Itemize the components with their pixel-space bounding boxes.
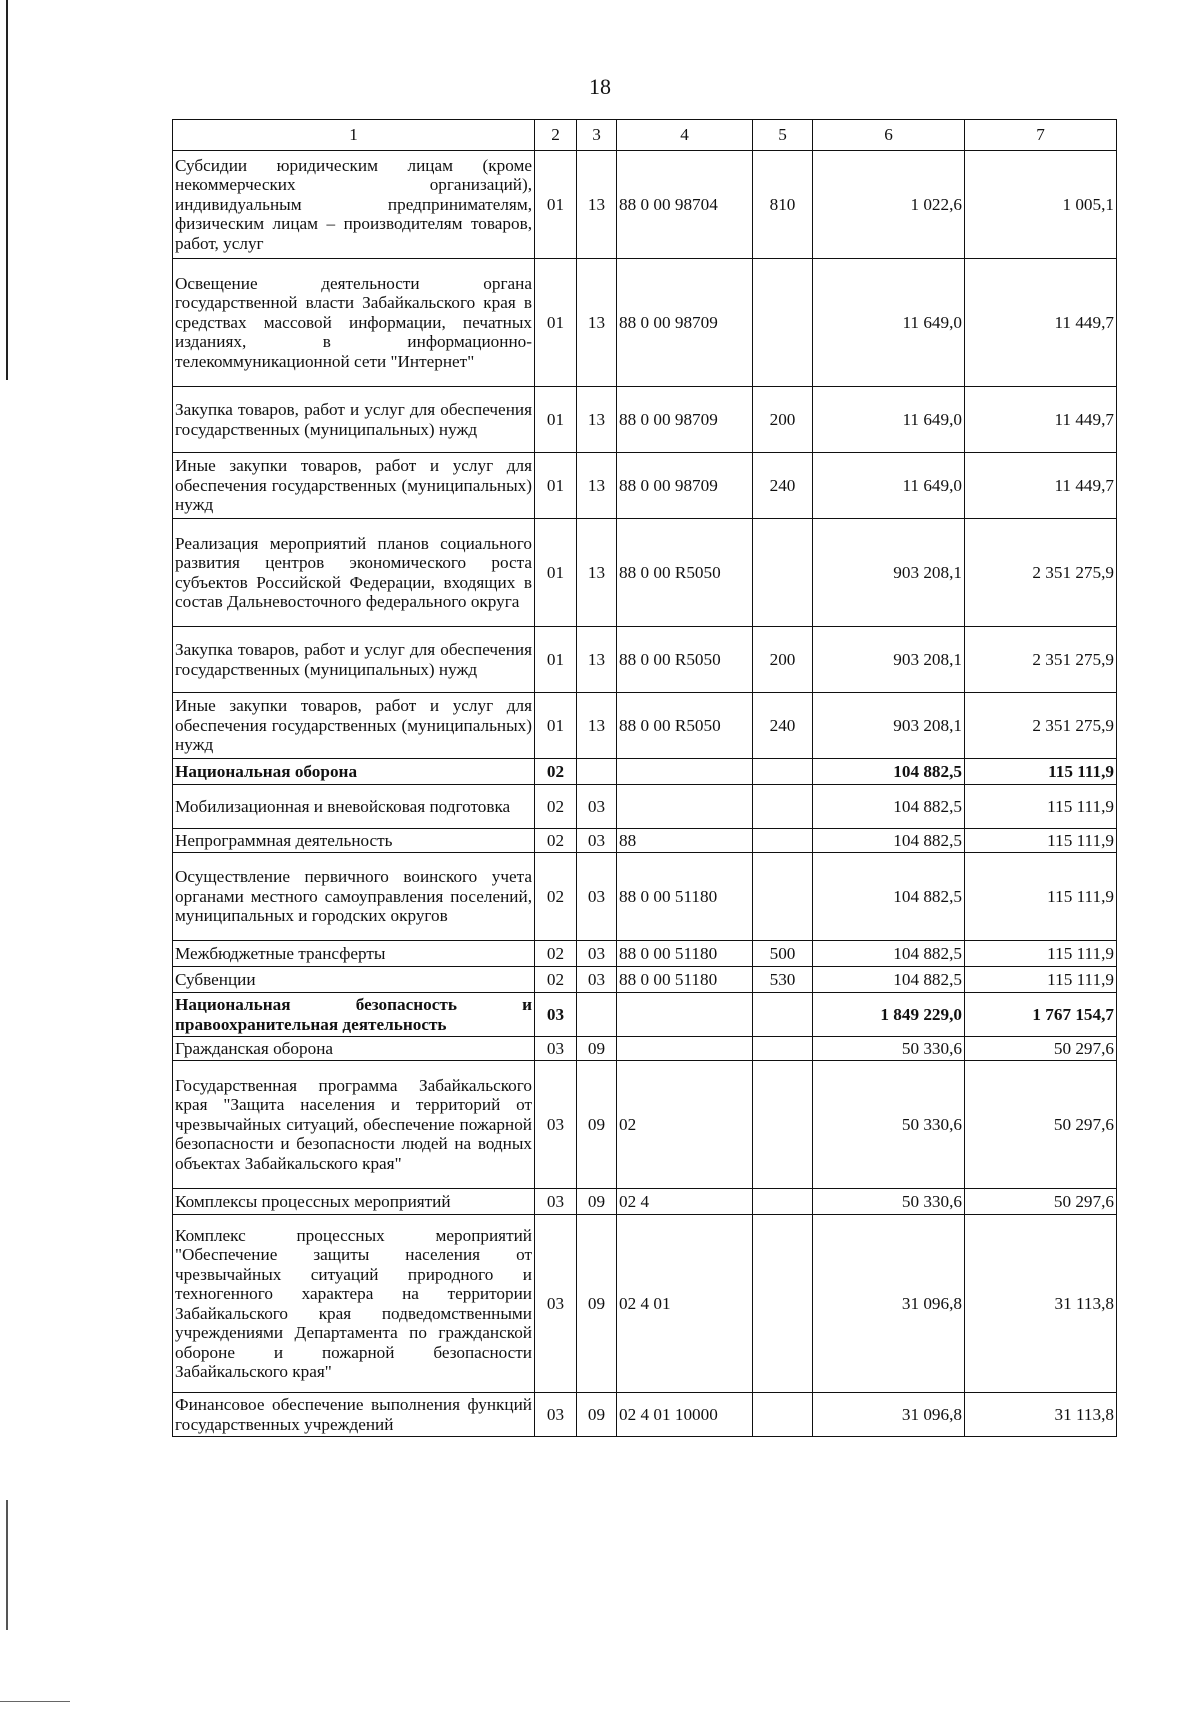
- amount-year-1-cell: 104 882,5: [813, 941, 965, 967]
- amount-year-1-cell: 31 096,8: [813, 1393, 965, 1437]
- target-article-cell: [617, 785, 753, 829]
- target-article-cell: 88 0 00 R5050: [617, 693, 753, 759]
- amount-year-1-cell: 31 096,8: [813, 1215, 965, 1393]
- amount-year-2-cell: 31 113,8: [965, 1393, 1117, 1437]
- subsection-code-cell: 09: [577, 1037, 617, 1061]
- column-header: 3: [577, 120, 617, 151]
- expense-type-cell: [753, 259, 813, 387]
- row-name-cell: Комплекс процессных мероприятий "Обеспечение защиты населения от чрезвычайных ситуаций природного и техногенного характера на территории Забайкальского края подведомственными учреждениями Департамента по гражданской обороне и пожарной безопасности Забайкальского края": [173, 1215, 535, 1393]
- target-article-cell: 88 0 00 51180: [617, 853, 753, 941]
- expense-type-cell: 200: [753, 387, 813, 453]
- section-code-cell: 02: [535, 941, 577, 967]
- section-code-cell: 03: [535, 993, 577, 1037]
- page-number: 18: [589, 74, 611, 99]
- expense-type-cell: 240: [753, 693, 813, 759]
- table-row: [173, 627, 1117, 693]
- section-code-cell: 01: [535, 387, 577, 453]
- table-row: [173, 759, 1117, 785]
- amount-year-2-cell: 1 767 154,7: [965, 993, 1117, 1037]
- amount-year-2-cell: 2 351 275,9: [965, 627, 1117, 693]
- expense-type-cell: [753, 1215, 813, 1393]
- expense-type-cell: 200: [753, 627, 813, 693]
- subsection-code-cell: 13: [577, 453, 617, 519]
- expense-type-cell: [753, 1189, 813, 1215]
- target-article-cell: 88 0 00 98704: [617, 151, 753, 259]
- amount-year-2-cell: 115 111,9: [965, 967, 1117, 993]
- column-header: 1: [173, 120, 535, 151]
- target-article-cell: 88 0 00 51180: [617, 941, 753, 967]
- section-code-cell: 01: [535, 453, 577, 519]
- section-code-cell: 01: [535, 151, 577, 259]
- subsection-code-cell: 03: [577, 967, 617, 993]
- amount-year-1-cell: 903 208,1: [813, 693, 965, 759]
- expense-type-cell: [753, 1393, 813, 1437]
- amount-year-2-cell: 115 111,9: [965, 759, 1117, 785]
- subsection-code-cell: 13: [577, 693, 617, 759]
- table-row: [173, 453, 1117, 519]
- amount-year-1-cell: 104 882,5: [813, 967, 965, 993]
- amount-year-2-cell: 50 297,6: [965, 1061, 1117, 1189]
- target-article-cell: [617, 759, 753, 785]
- row-name-cell: Осуществление первичного воинского учета органами местного самоуправления поселений, муниципальных и городских округов: [173, 853, 535, 941]
- section-code-cell: 03: [535, 1393, 577, 1437]
- target-article-cell: 88 0 00 51180: [617, 967, 753, 993]
- section-code-cell: 03: [535, 1215, 577, 1393]
- column-header: 7: [965, 120, 1117, 151]
- table-row: [173, 693, 1117, 759]
- section-code-cell: 01: [535, 519, 577, 627]
- section-code-cell: 02: [535, 853, 577, 941]
- subsection-code-cell: 13: [577, 387, 617, 453]
- expense-type-cell: [753, 1061, 813, 1189]
- target-article-cell: 88 0 00 R5050: [617, 627, 753, 693]
- table-row: [173, 151, 1117, 259]
- subsection-code-cell: 13: [577, 259, 617, 387]
- expense-type-cell: [753, 1037, 813, 1061]
- amount-year-1-cell: 50 330,6: [813, 1061, 965, 1189]
- row-name-cell: Гражданская оборона: [173, 1037, 535, 1061]
- amount-year-1-cell: 104 882,5: [813, 853, 965, 941]
- section-code-cell: 03: [535, 1037, 577, 1061]
- row-name-cell: Финансовое обеспечение выполнения функций государственных учреждений: [173, 1393, 535, 1437]
- row-name-cell: Мобилизационная и вневойсковая подготовка: [173, 785, 535, 829]
- amount-year-1-cell: 11 649,0: [813, 259, 965, 387]
- expense-type-cell: [753, 993, 813, 1037]
- subsection-code-cell: 13: [577, 519, 617, 627]
- column-header: 2: [535, 120, 577, 151]
- amount-year-1-cell: 11 649,0: [813, 453, 965, 519]
- expense-type-cell: [753, 853, 813, 941]
- table-row: [173, 1215, 1117, 1393]
- expense-type-cell: 500: [753, 941, 813, 967]
- row-name-cell: Иные закупки товаров, работ и услуг для обеспечения государственных (муниципальных) нужд: [173, 693, 535, 759]
- subsection-code-cell: 09: [577, 1393, 617, 1437]
- row-name-cell: Национальная оборона: [173, 759, 535, 785]
- row-name-cell: Закупка товаров, работ и услуг для обеспечения государственных (муниципальных) нужд: [173, 627, 535, 693]
- section-code-cell: 01: [535, 693, 577, 759]
- subsection-code-cell: 03: [577, 829, 617, 853]
- expense-type-cell: [753, 519, 813, 627]
- target-article-cell: 88 0 00 98709: [617, 453, 753, 519]
- amount-year-2-cell: 115 111,9: [965, 853, 1117, 941]
- expense-type-cell: 530: [753, 967, 813, 993]
- table-row: [173, 1061, 1117, 1189]
- table-row: [173, 941, 1117, 967]
- section-code-cell: 03: [535, 1189, 577, 1215]
- amount-year-1-cell: 50 330,6: [813, 1189, 965, 1215]
- target-article-cell: 88 0 00 R5050: [617, 519, 753, 627]
- amount-year-1-cell: 11 649,0: [813, 387, 965, 453]
- table-header-row: [173, 120, 1117, 151]
- row-name-cell: Комплексы процессных мероприятий: [173, 1189, 535, 1215]
- section-code-cell: 03: [535, 1061, 577, 1189]
- subsection-code-cell: 03: [577, 941, 617, 967]
- subsection-code-cell: [577, 993, 617, 1037]
- target-article-cell: 02: [617, 1061, 753, 1189]
- amount-year-1-cell: 104 882,5: [813, 759, 965, 785]
- scan-margin-line: [6, 0, 8, 380]
- expense-type-cell: 810: [753, 151, 813, 259]
- subsection-code-cell: 03: [577, 785, 617, 829]
- amount-year-1-cell: 104 882,5: [813, 785, 965, 829]
- target-article-cell: 02 4: [617, 1189, 753, 1215]
- table-row: [173, 785, 1117, 829]
- amount-year-2-cell: 50 297,6: [965, 1037, 1117, 1061]
- amount-year-2-cell: 2 351 275,9: [965, 519, 1117, 627]
- target-article-cell: 88: [617, 829, 753, 853]
- column-header: 4: [617, 120, 753, 151]
- amount-year-2-cell: 50 297,6: [965, 1189, 1117, 1215]
- row-name-cell: Непрограммная деятельность: [173, 829, 535, 853]
- amount-year-2-cell: 11 449,7: [965, 453, 1117, 519]
- amount-year-1-cell: 903 208,1: [813, 627, 965, 693]
- row-name-cell: Иные закупки товаров, работ и услуг для обеспечения государственных (муниципальных) нужд: [173, 453, 535, 519]
- scan-margin-line: [0, 1701, 70, 1702]
- table-row: [173, 387, 1117, 453]
- budget-table: [172, 119, 1117, 1437]
- amount-year-1-cell: 903 208,1: [813, 519, 965, 627]
- table-row: [173, 259, 1117, 387]
- subsection-code-cell: 13: [577, 627, 617, 693]
- table-row: [173, 829, 1117, 853]
- amount-year-1-cell: 1 849 229,0: [813, 993, 965, 1037]
- amount-year-1-cell: 50 330,6: [813, 1037, 965, 1061]
- table-row: [173, 1189, 1117, 1215]
- column-header: 6: [813, 120, 965, 151]
- expense-type-cell: 240: [753, 453, 813, 519]
- column-header: 5: [753, 120, 813, 151]
- amount-year-2-cell: 115 111,9: [965, 785, 1117, 829]
- subsection-code-cell: 03: [577, 853, 617, 941]
- expense-type-cell: [753, 759, 813, 785]
- section-code-cell: 02: [535, 829, 577, 853]
- row-name-cell: Реализация мероприятий планов социального развития центров экономического роста субъектов Российской Федерации, входящих в состав Дальневосточного федерального округа: [173, 519, 535, 627]
- scan-margin-line: [6, 1500, 8, 1630]
- section-code-cell: 02: [535, 967, 577, 993]
- amount-year-2-cell: 115 111,9: [965, 941, 1117, 967]
- subsection-code-cell: 09: [577, 1189, 617, 1215]
- amount-year-1-cell: 104 882,5: [813, 829, 965, 853]
- row-name-cell: Субвенции: [173, 967, 535, 993]
- amount-year-2-cell: 11 449,7: [965, 259, 1117, 387]
- expense-type-cell: [753, 829, 813, 853]
- table-row: [173, 1393, 1117, 1437]
- table-row: [173, 1037, 1117, 1061]
- subsection-code-cell: 09: [577, 1061, 617, 1189]
- amount-year-2-cell: 2 351 275,9: [965, 693, 1117, 759]
- target-article-cell: 02 4 01 10000: [617, 1393, 753, 1437]
- target-article-cell: [617, 993, 753, 1037]
- amount-year-2-cell: 11 449,7: [965, 387, 1117, 453]
- section-code-cell: 01: [535, 627, 577, 693]
- row-name-cell: Субсидии юридическим лицам (кроме некоммерческих организаций), индивидуальным предпринимателям, физическим лицам – производителям товаров, работ, услуг: [173, 151, 535, 259]
- section-code-cell: 02: [535, 785, 577, 829]
- subsection-code-cell: 13: [577, 151, 617, 259]
- target-article-cell: 02 4 01: [617, 1215, 753, 1393]
- table-row: [173, 853, 1117, 941]
- table-row: [173, 993, 1117, 1037]
- row-name-cell: Закупка товаров, работ и услуг для обеспечения государственных (муниципальных) нужд: [173, 387, 535, 453]
- expense-type-cell: [753, 785, 813, 829]
- row-name-cell: Освещение деятельности органа государственной власти Забайкальского края в средствах массовой информации, печатных изданиях, в информационно-телекоммуникационной сети "Интернет": [173, 259, 535, 387]
- subsection-code-cell: 09: [577, 1215, 617, 1393]
- amount-year-1-cell: 1 022,6: [813, 151, 965, 259]
- target-article-cell: 88 0 00 98709: [617, 259, 753, 387]
- table-row: [173, 967, 1117, 993]
- amount-year-2-cell: 1 005,1: [965, 151, 1117, 259]
- subsection-code-cell: [577, 759, 617, 785]
- table-row: [173, 519, 1117, 627]
- target-article-cell: 88 0 00 98709: [617, 387, 753, 453]
- amount-year-2-cell: 31 113,8: [965, 1215, 1117, 1393]
- section-code-cell: 01: [535, 259, 577, 387]
- row-name-cell: Государственная программа Забайкальского края "Защита населения и территорий от чрезвычайных ситуаций, обеспечение пожарной безопасности и безопасности людей на водных объектах Забайкальского края": [173, 1061, 535, 1189]
- row-name-cell: Национальная безопасность и правоохранительная деятельность: [173, 993, 535, 1037]
- amount-year-2-cell: 115 111,9: [965, 829, 1117, 853]
- target-article-cell: [617, 1037, 753, 1061]
- section-code-cell: 02: [535, 759, 577, 785]
- row-name-cell: Межбюджетные трансферты: [173, 941, 535, 967]
